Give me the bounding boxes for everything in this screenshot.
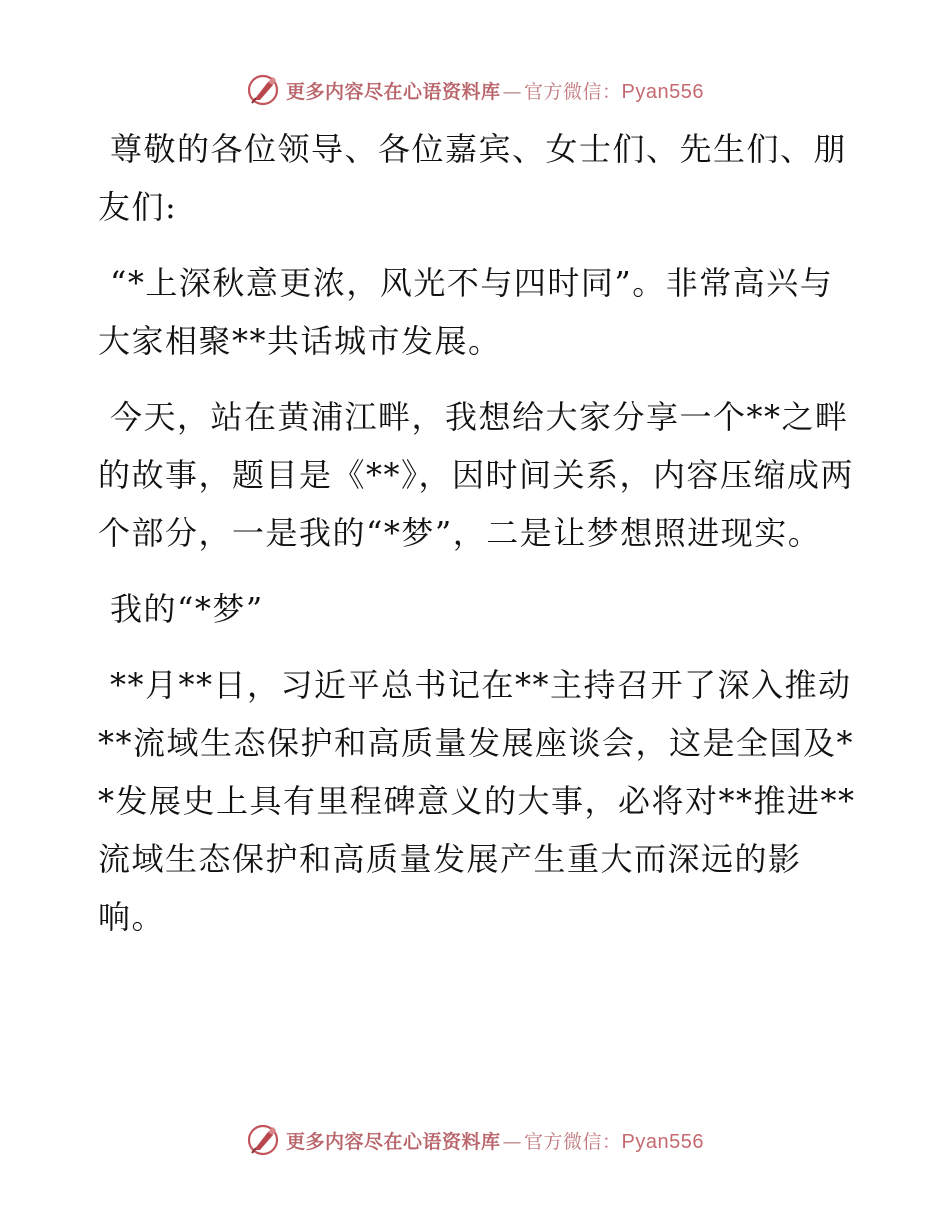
watermark-wechat-label: 官方微信： xyxy=(524,1130,622,1153)
watermark-wechat-id: Pyan556 xyxy=(621,1130,704,1153)
document-body xyxy=(98,120,858,964)
header-watermark xyxy=(0,70,950,110)
paragraph-intro: 今天，站在黄浦江畔，我想给大家分享一个**之畔的故事，题目是《**》，因时间关系，内容压缩成两个部分，一是我的“*梦”，二是让梦想照进现实。 xyxy=(98,398,855,552)
paragraph-salutation: 尊敬的各位领导、各位嘉宾、女士们、先生们、朋友们: xyxy=(98,130,848,226)
section-heading: 我的“*梦” xyxy=(110,590,264,628)
quill-pen-logo-icon xyxy=(246,1123,280,1157)
watermark-main: 更多内容尽在心语资料库 xyxy=(286,80,501,103)
quill-pen-logo-icon xyxy=(246,73,280,107)
watermark-text xyxy=(286,77,704,104)
footer-watermark xyxy=(0,1120,950,1160)
watermark-main: 更多内容尽在心语资料库 xyxy=(286,1130,501,1153)
watermark-text xyxy=(286,1127,704,1154)
watermark-wechat-id: Pyan556 xyxy=(621,80,704,103)
watermark-wechat-label: 官方微信： xyxy=(524,80,622,103)
paragraph-body: **月**日，习近平总书记在**主持召开了深入推动**流域生态保护和高质量发展座谈会，这是全国及**发展史上具有里程碑意义的大事，必将对**推进**流域生态保护和高质量发展产生重大而深远的影响。 xyxy=(98,666,856,936)
paragraph-opening: “*上深秋意更浓，风光不与四时同”。非常高兴与大家相聚**共话城市发展。 xyxy=(98,264,834,360)
watermark-separator: — xyxy=(502,80,523,103)
watermark-separator: — xyxy=(502,1130,523,1153)
